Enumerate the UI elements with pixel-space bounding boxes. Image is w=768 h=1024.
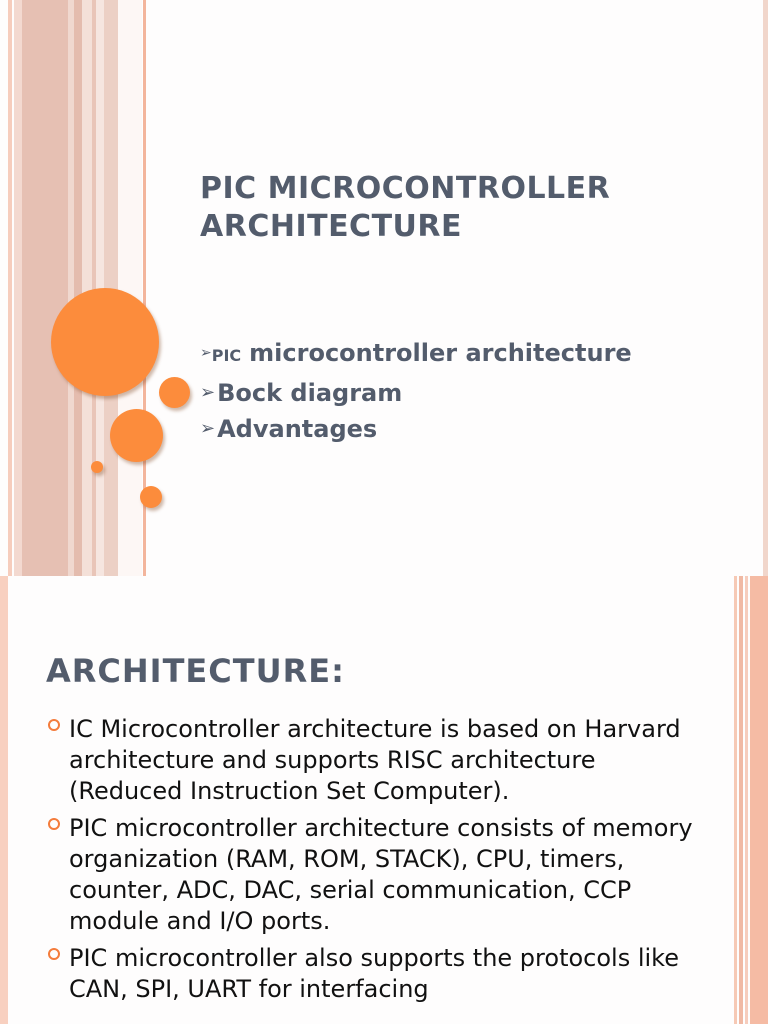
arrowhead-icon: ➢ [200, 345, 212, 361]
topic-list [200, 334, 632, 447]
orange-ring-icon [48, 948, 60, 960]
list-item-text: IC Microcontroller architecture is based on Harvard architecture and supports RISC architecture (Reduced Instruction Set Computer). [69, 715, 681, 805]
decorative-circle [140, 486, 162, 508]
arrowhead-icon: ➢ [200, 418, 216, 439]
list-item [200, 411, 632, 447]
list-item [46, 813, 696, 937]
list-item-text: PIC microcontroller also supports the protocols like CAN, SPI, UART for interfacing [69, 944, 679, 1003]
list-item [46, 943, 696, 1005]
slide-border [0, 576, 8, 1024]
slide-heading: ARCHITECTURE: [46, 652, 345, 690]
slide-border [763, 0, 768, 576]
list-item [200, 334, 632, 375]
list-item-label: Advantages [217, 415, 378, 443]
orange-ring-icon [48, 818, 60, 830]
decorative-stripes [0, 0, 150, 576]
list-item-text: PIC microcontroller architecture consists of memory organization (RAM, ROM, STACK), CPU, timers, counter, ADC, DAC, serial communication, CCP module and I/O ports. [69, 814, 693, 935]
content-slide [0, 576, 768, 1024]
decorative-circle [51, 288, 159, 396]
bullet-list [46, 714, 696, 1011]
list-item-label: Bock diagram [217, 379, 403, 407]
list-item-prefix: PIC [211, 346, 242, 365]
decorative-circle [159, 377, 190, 408]
list-item [46, 714, 696, 807]
decorative-circle [110, 409, 163, 462]
slide-title: PIC MICROCONTROLLER ARCHITECTURE [200, 171, 611, 244]
decorative-circle [91, 461, 103, 473]
orange-ring-icon [48, 719, 60, 731]
list-item [200, 375, 632, 411]
list-item-label: microcontroller architecture [249, 339, 632, 367]
arrowhead-icon: ➢ [200, 382, 216, 403]
